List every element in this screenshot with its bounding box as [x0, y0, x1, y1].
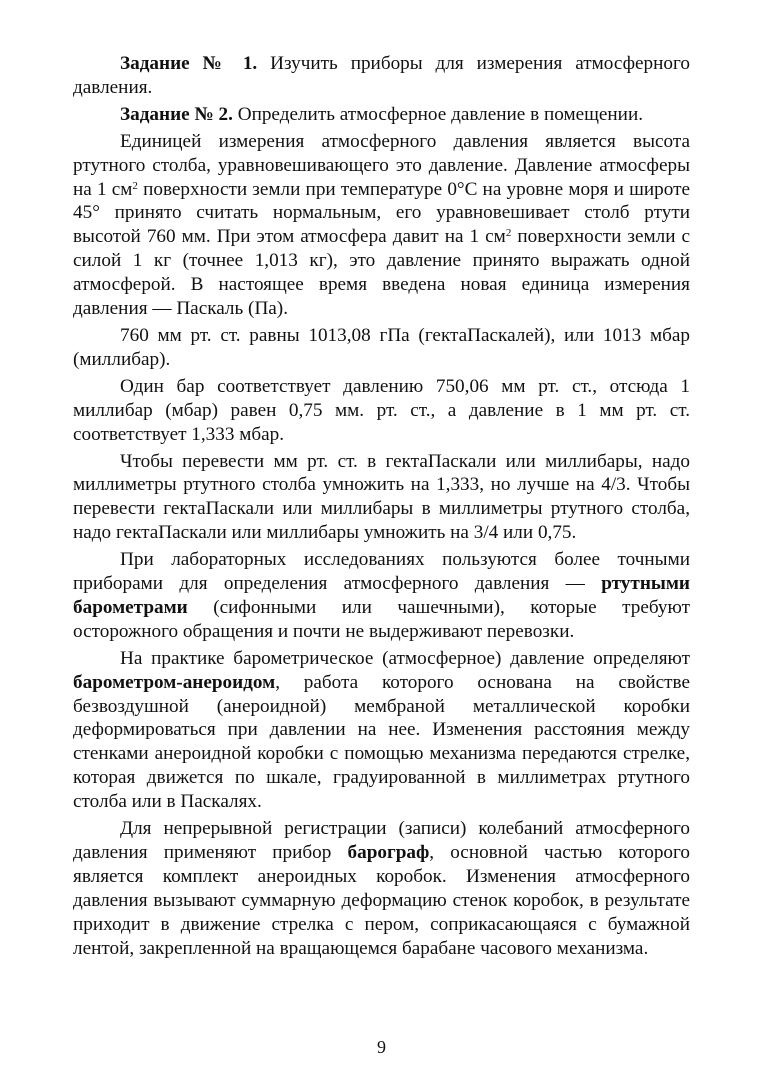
- task-2-label: Задание № 2.: [120, 103, 233, 125]
- bold-term: барограф: [347, 842, 430, 863]
- text-span: (сифонными или чашечными), которые требуют осторожного обращения и почти не выдерживают перевозки.: [73, 596, 690, 642]
- superscript: 2: [505, 227, 512, 240]
- superscript: 2: [132, 179, 138, 192]
- bold-term: барометром-анероидом: [73, 671, 276, 693]
- task-1-text: Изучить приборы для измерения атмосферного давления.: [73, 53, 690, 98]
- text-span: поверхности земли при температуре 0°С на уровне моря и широте 45° принято считать нормальным, его уравновешивает столб ртути высотой 760 мм. При этом атмосфера давит на 1 см: [73, 178, 690, 248]
- text-span: , работа которого основана на свойстве безвоздушной (анероидной) мембраной металлической коробки деформироваться при давлении на нее. Изменения расстояния между стенками анероидной коробки с помощью механизма передаются стрелке, которая движется по шкале, градуированной в миллиметрах ртутного столба или в Паскалях.: [73, 671, 690, 813]
- pressure-unit-paragraph: [73, 130, 690, 321]
- document-body: [73, 52, 690, 964]
- text-span: На практике барометрическое (атмосферное) давление определяют: [120, 647, 690, 669]
- text-span: Единицей измерения атмосферного давления является высота ртутного столба, уравновешивающего это давление. Давление атмосферы на 1 см: [73, 130, 690, 200]
- bold-term: ртутными барометрами: [73, 573, 690, 618]
- task-2-text: Определить атмосферное давление в помещении.: [232, 103, 644, 125]
- text-span: Для непрерывной регистрации (записи) колебаний атмосферного давления применяют прибор: [73, 818, 690, 863]
- text-span: При лабораторных исследованиях пользуются более точными приборами для определения атмосферного давления —: [73, 549, 690, 595]
- conversion-paragraph-3: Чтобы перевести мм рт. ст. в гектаПаскали или миллибары, надо миллиметры ртутного столба умножить на 1,333, но лучше на 4/3. Чтобы перевести гектаПаскали или миллибары в миллиметры ртутного столба, надо гектаПаскали или миллибары умножить на 3/4 или 0,75.: [73, 450, 690, 544]
- mercury-barometer-paragraph: [73, 548, 690, 644]
- task-1-label: Задание № 1.: [120, 53, 258, 74]
- task-1-paragraph: [73, 52, 690, 100]
- text-span: , основной частью которого является комплект анероидных коробок. Изменения атмосферного давления вызывают суммарную деформацию стенок коробок, в результате приходит в движение стрелка с пером, соприкасающаяся с бумажной лентой, закрепленной на вращающемся барабане часового механизма.: [73, 842, 690, 959]
- task-2-paragraph: [73, 103, 690, 127]
- barograph-paragraph: [73, 817, 690, 960]
- conversion-paragraph-1: 760 мм рт. ст. равны 1013,08 гПа (гектаПаскалей), или 1013 мбар (миллибар).: [73, 324, 690, 370]
- conversion-paragraph-2: Один бар соответствует давлению 750,06 мм рт. ст., отсюда 1 миллибар (мбар) равен 0,75 мм. рт. ст., а давление в 1 мм рт. ст. соответствует 1,333 мбар.: [73, 375, 690, 445]
- aneroid-paragraph: [73, 647, 690, 814]
- page-number: 9: [377, 1037, 386, 1057]
- text-span: поверхности земли с силой 1 кг (точнее 1,013 кг), это давление принято выражать одной атмосферой. В настоящее время введена новая единица измерения давления — Паскаль (Па).: [73, 226, 691, 320]
